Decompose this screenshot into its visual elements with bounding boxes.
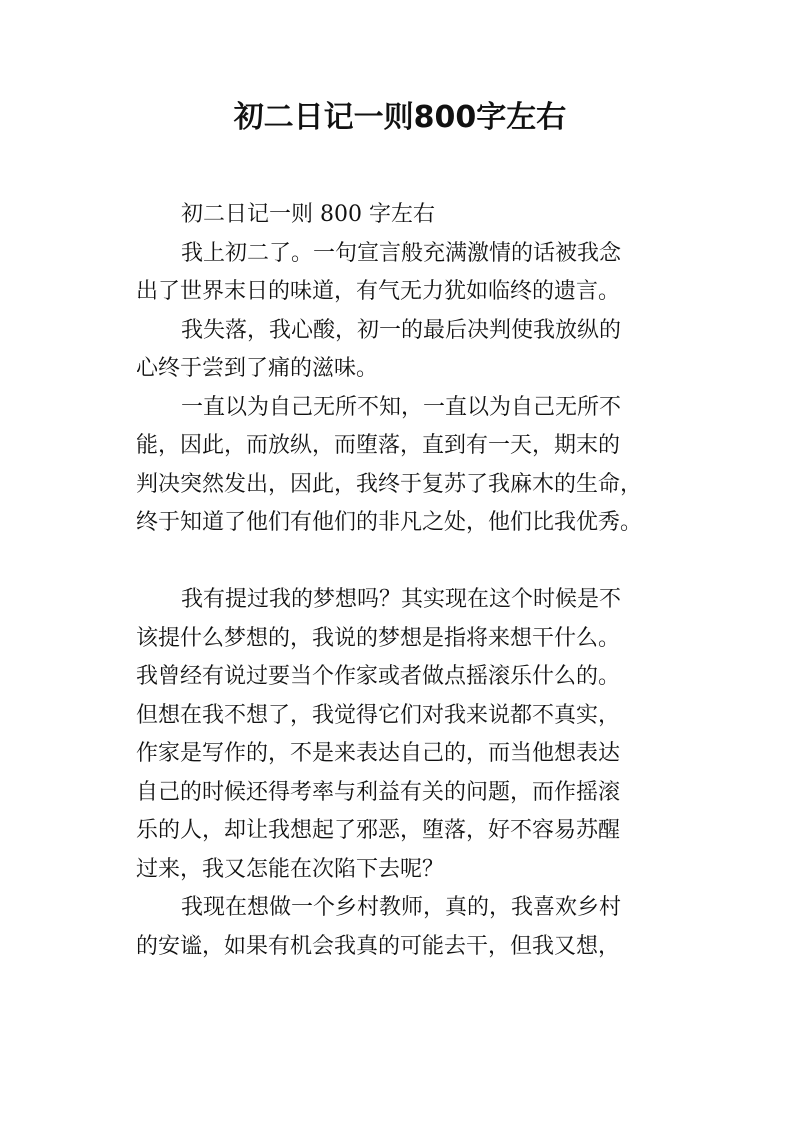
text-line: 出了世界末日的味道，有气无力犹如临终的遗言。 — [136, 279, 621, 304]
paragraph-gap — [136, 543, 684, 582]
text-line: 我曾经有说过要当个作家或者做点摇滚乐什么的。 — [136, 664, 621, 689]
text-line: 我上初二了。一句宣言般充满激情的话被我念 — [181, 240, 622, 266]
text-line: 但想在我不想了，我觉得它们对我来说都不真实， — [136, 702, 621, 728]
text-line: 心终于尝到了痛的滋味。 — [136, 356, 379, 381]
text-line: 我有提过我的梦想吗？其实现在这个时候是不 — [181, 587, 622, 612]
text-line: 终于知道了他们有他们的非凡之处，他们比我优秀。 — [136, 510, 643, 535]
text-line: 乐的人，却让我想起了邪恶，堕落，好不容易苏醒 — [136, 818, 621, 843]
text-line: 作家是写作的，不是来表达自己的，而当他想表达 — [136, 741, 621, 766]
text-line: 该提什么梦想的，我说的梦想是指将来想干什么。 — [136, 625, 621, 651]
text-line: 我现在想做一个乡村教师，真的，我喜欢乡村 — [181, 895, 622, 920]
text-line: 判决突然发出，因此，我终于复苏了我麻木的生命， — [136, 471, 643, 497]
document-title: 初二日记一则800字左右 — [233, 100, 567, 135]
text-line: 初二日记一则 800 字左右 — [181, 202, 435, 227]
text-line: 能，因此，而放纵，而堕落，直到有一天，期末的 — [136, 433, 621, 458]
text-line: 的安谧，如果有机会我真的可能去干，但我又想， — [136, 933, 621, 959]
text-line: 一直以为自己无所不知，一直以为自己无所不 — [181, 394, 622, 420]
document-body — [136, 196, 684, 966]
text-line: 过来，我又怎能在次陷下去呢？ — [136, 856, 445, 882]
text-line: 自己的时候还得考率与利益有关的问题，而作摇滚 — [136, 779, 621, 805]
text-line: 我失落，我心酸，初一的最后决判使我放纵的 — [181, 317, 622, 343]
